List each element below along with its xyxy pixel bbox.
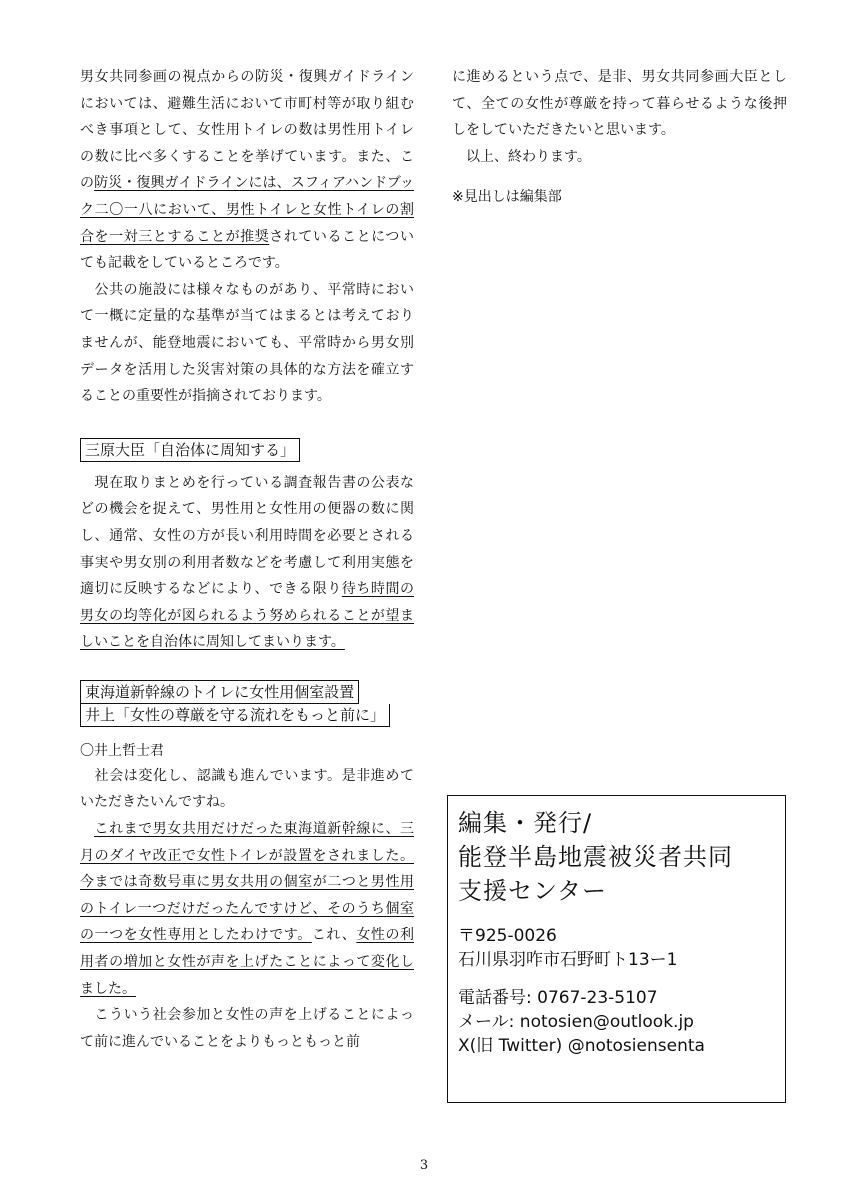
paragraph-inoue-3 (80, 1002, 414, 1055)
paragraph-closing (452, 144, 787, 171)
underlined-text: これまで男女共用だけだった東海道新幹線に、三月のダイヤ改正で女性トイレが設置をされました。今までは奇数号車に男女共用の個室が二つと男性用のトイレ一つだけだったんですけど、そのうち個室の一つを女性専用としたわけです。 (80, 821, 414, 944)
paragraph-inoue-1 (80, 763, 414, 816)
underlined-text: 防災・復興ガイドラインには、スフィアハンドブック二〇一八において、男性トイレと女性トイレの割合を一対三とすることが推奨 (80, 175, 414, 245)
text-run: 以上、終わります。 (466, 148, 591, 165)
text-run: こういう社会参加と女性の声を上げることによって前に進んでいることをよりもっともっと前 (80, 1007, 414, 1050)
underlined-text: 待ち時間の男女の均等化が図られるよう努められることが望ましいことを自治体に周知してまいります。 (80, 581, 415, 651)
text-run: されていることについても記載をしているところです。 (80, 228, 414, 272)
heading-box: 三原大臣「自治体に周知する」 (80, 438, 300, 462)
text-run: 男女共同参画の視点からの防災・復興ガイドラインにおいては、避難生活において市町村等が取り組むべき事項として、女性用トイレの数は男性用トイレの数に比べ多くすることを挙げています。また、この (80, 69, 414, 192)
heading-shinkansen (80, 680, 414, 727)
right-column (452, 64, 787, 225)
paragraph-guideline (80, 64, 414, 277)
publisher-title-line2: 能登半島地震被災者共同 (458, 843, 733, 871)
heading-box-line1: 東海道新幹線のトイレに女性用個室設置 (80, 680, 359, 704)
address: 石川県羽咋市石野町ト13ー1 (458, 950, 678, 970)
page-number: 3 (419, 1158, 429, 1173)
heading-mihara (80, 438, 414, 462)
twitter-handle: X(旧 Twitter) @notosiensenta (458, 1036, 705, 1056)
paragraph-public-facilities (80, 277, 414, 410)
postal-code: 〒925-0026 (458, 926, 557, 946)
phone-number: 電話番号: 0767-23-5107 (458, 988, 658, 1008)
text-run: 社会は変化し、認識も進んでいます。是非進めていただきたいんですね。 (80, 767, 414, 811)
publisher-title-line1: 編集・発行/ (458, 809, 593, 837)
paragraph-mihara-answer (80, 470, 414, 656)
text-run: 公共の施設には様々なものがあり、平常時において一概に定量的な基準が当てはまるとは考えておりませんが、能登地震においても、平常時から男女別データを活用した災害対策の具体的な方法を確立することの重要性が指摘されております。 (80, 281, 414, 405)
left-column (80, 64, 414, 1055)
heading-box-line2: 井上「女性の尊厳を守る流れをもっと前に」 (80, 704, 390, 727)
underlined-text: 女性の利用者の増加と女性が声を上げたことによって変化しました。 (80, 927, 415, 997)
publisher-box (447, 795, 786, 1103)
editor-note: ※見出しは編集部 (452, 189, 562, 206)
email-address: メール: notosien@outlook.jp (458, 1012, 694, 1032)
text-run: 現在取りまとめを行っている調査報告書の公表などの機会を捉えて、男性用と女性用の便器の数に関し、通常、女性の方が長い利用時間を必要とされる事実や男女別の利用者数などを考慮して利用実態を適切に反映するなどにより、できる限り (80, 474, 414, 598)
paragraph-inoue-2 (80, 816, 414, 1002)
paragraph-continued: に進めるという点で、是非、男女共同参画大臣として、全ての女性が尊厳を持って暮らせるような後押しをしていただきたいと思います。 (452, 69, 787, 139)
text-run: これ、 (311, 927, 357, 944)
speaker-label: 〇井上哲士君 (80, 742, 164, 759)
publisher-title-line3: 支援センター (458, 877, 608, 905)
